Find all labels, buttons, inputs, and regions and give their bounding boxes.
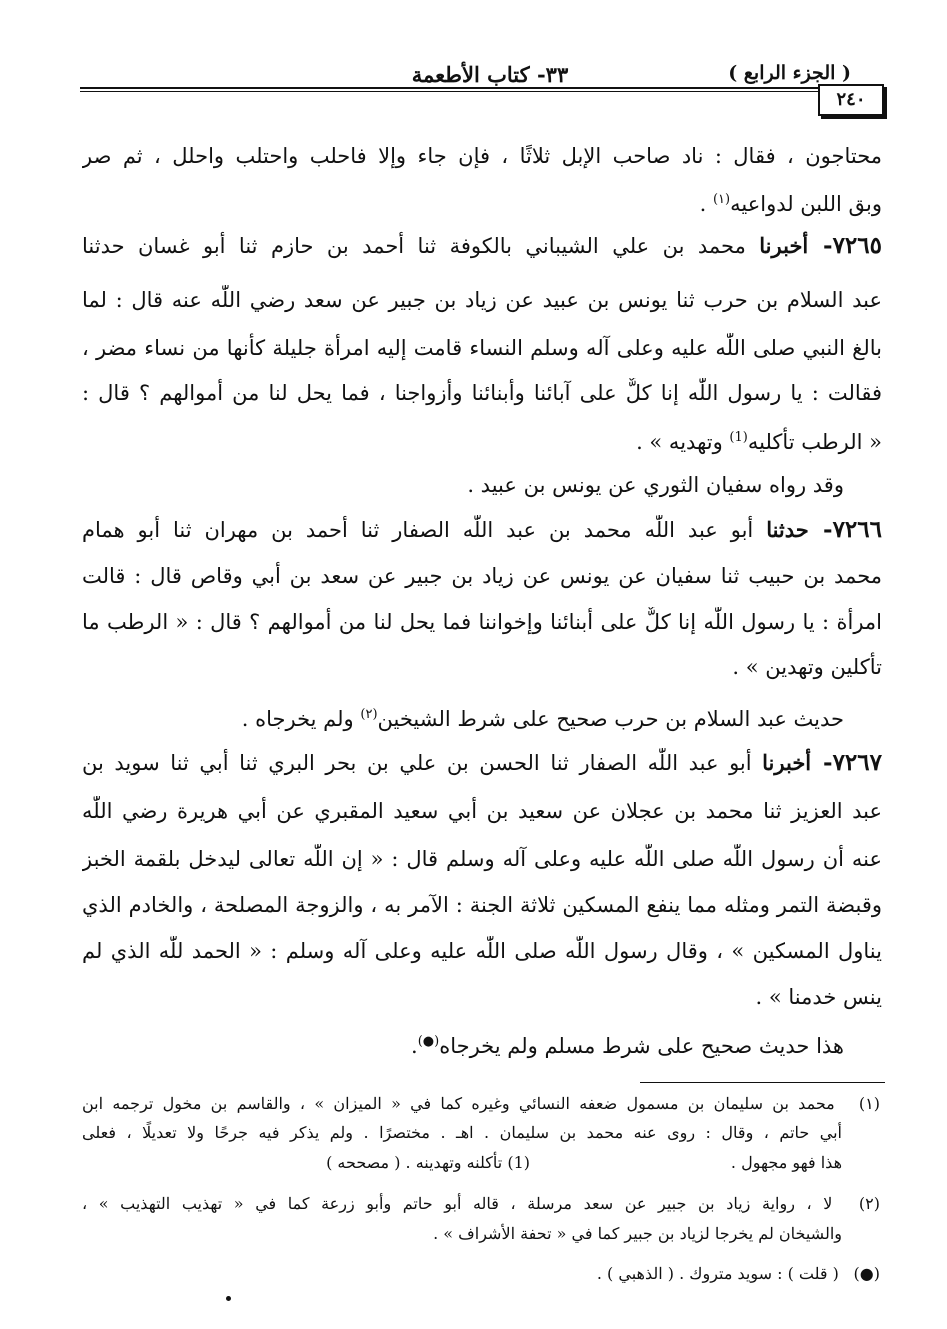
footnote-marker: (●)	[853, 1264, 880, 1283]
footnote-1: (١) محمد بن سليمان بن مسمول ضعفه النسائي وغيره كما في « الميزان » ، والقاسم بن مخول ترجمه ابن	[82, 1091, 880, 1117]
hadith-keyword: أخبرنا	[759, 233, 809, 258]
footnote-separator	[640, 1082, 885, 1083]
header-rule	[80, 87, 877, 89]
hadith-7267-line: ٧٢٦٧- أخبرنا أبو عبد اللّٰه الصفار ثنا الحسن بن علي بن بحر البري ثنا أبي ثنا سويد بن	[82, 749, 882, 776]
footnote-marker: (٢)	[858, 1194, 880, 1213]
footnote-ref: (●)	[417, 1034, 440, 1049]
text-line: وقد رواه سفيان الثوري عن يونس بن عبيد .	[467, 473, 844, 497]
text-line: محتاجون ، فقال : ناد صاحب الإبل ثلاثًا ، فإن جاء وإلا فاحلب واحتلب واحلل ، ثم صر	[82, 144, 882, 168]
text-line: يناول المسكين » ، وقال رسول اللّٰه صلى اللّٰه عليه وعلى آله وسلم : « الحمد للّٰه الذي لم	[82, 939, 882, 963]
footnote-line: والشيخان لم يخرجا لزياد بن جبير كما في « تحفة الأشراف » .	[433, 1224, 842, 1243]
text-line: ينس خدمنا » .	[755, 985, 882, 1009]
text-line: عنه أن رسول اللّٰه صلى اللّٰه عليه وعلى آله وسلم قال : « إن اللّٰه تعالى ليدخل بلقمة الخبز	[82, 847, 882, 871]
hadith-number: ٧٢٦٦-	[808, 516, 882, 543]
text-line: محمد بن حبيب ثنا سفيان عن يونس عن زياد بن جبير عن سعد بن أبي وقاص قال : قالت	[82, 564, 882, 588]
hadith-keyword: حدثنا	[766, 517, 809, 542]
hadith-keyword: أخبرنا	[762, 750, 812, 775]
chapter-title: ٣٣- كتاب الأطعمة	[411, 62, 569, 87]
footnote-3: (●) ( قلت ) : سويد متروك . ( الذهبي ) .	[82, 1261, 880, 1287]
text-line: تأكلين وتهدين » .	[732, 655, 882, 679]
text-line: وقبضة التمر ومثله مما ينفع المسكين ثلاثة الجنة : الآمر به ، والزوجة المصلحة ، والخادم الذي	[82, 893, 882, 917]
hadith-number: ٧٢٦٥-	[808, 232, 882, 259]
page-dot-mark	[226, 1296, 231, 1301]
footnote-line: هذا فهو مجهول .	[730, 1153, 842, 1172]
footnote-line: (1) تأكلنه وتهدينه . ( مصححه )	[326, 1153, 530, 1172]
text-line: حديث عبد السلام بن حرب صحيح على شرط الشيخين$^{(٢)}$ ولم يخرجاه .	[241, 707, 844, 731]
text-line: فقالت : يا رسول اللّٰه إنا كلٌّ على آبائنا وأبنائنا وأزواجنا ، فما يحل لنا من أموالهم ؟ قال :	[82, 381, 882, 405]
page-number-box: ٢٤٠	[818, 84, 884, 116]
header-rule-thin	[80, 91, 877, 92]
footnote-ref: (٢)	[360, 707, 378, 722]
text-line: عبد السلام بن حرب ثنا يونس بن عبيد عن زياد بن جبير عن سعد رضي اللّٰه عنه قال : لما	[82, 288, 882, 312]
footnote-2: (٢) لا ، رواية زياد بن جبير عن سعد مرسلة ، قاله أبو حاتم وأبو زرعة كما في « تهذيب التهذيب » ،	[82, 1191, 880, 1217]
hadith-number: ٧٢٦٧-	[811, 749, 882, 776]
text-line: امرأة : يا رسول اللّٰه إنا كلٌّ على أبنائنا وإخواننا فما يحل لنا من أموالهم ؟ قال : « الرطب ما	[82, 610, 882, 634]
footnote-marker: (١)	[858, 1094, 880, 1113]
footnote-ref: (١)	[712, 192, 731, 207]
text-line: « الرطب تأكليه$^{(1)}$ وتهديه » .	[636, 430, 882, 454]
text-line: عبد العزيز ثنا محمد بن عجلان عن سعيد بن أبي سعيد المقبري عن أبي هريرة رضي اللّٰه	[82, 799, 882, 823]
text-line: هذا حديث صحيح على شرط مسلم ولم يخرجاه(●).	[411, 1034, 844, 1058]
footnote-line: أبي حاتم ، وقال : روى عنه محمد بن سليمان . اهـ . مختصرًا . ولم يذكر فيه جرحًا ولا تعديلًا ، فعلى	[82, 1123, 842, 1142]
text-line: بالغ النبي صلى اللّٰه عليه وعلى آله وسلم النساء قامت إليه امرأة جليلة كأنها من نساء مضر ،	[82, 336, 882, 360]
hadith-7265-line: ٧٢٦٥- أخبرنا محمد بن علي الشيباني بالكوفة ثنا أحمد بن حازم ثنا أبو غسان حدثنا	[82, 232, 882, 259]
text-line: وبق اللبن لدواعيه$^{(١)}$ .	[699, 192, 882, 216]
hadith-7266-line: ٧٢٦٦- حدثنا أبو عبد اللّٰه محمد بن عبد اللّٰه الصفار ثنا أحمد بن مهران ثنا أبو همام	[82, 516, 882, 543]
volume-label: ( الجزء الرابع )	[728, 62, 851, 84]
footnote-ref: (1)	[729, 430, 748, 445]
